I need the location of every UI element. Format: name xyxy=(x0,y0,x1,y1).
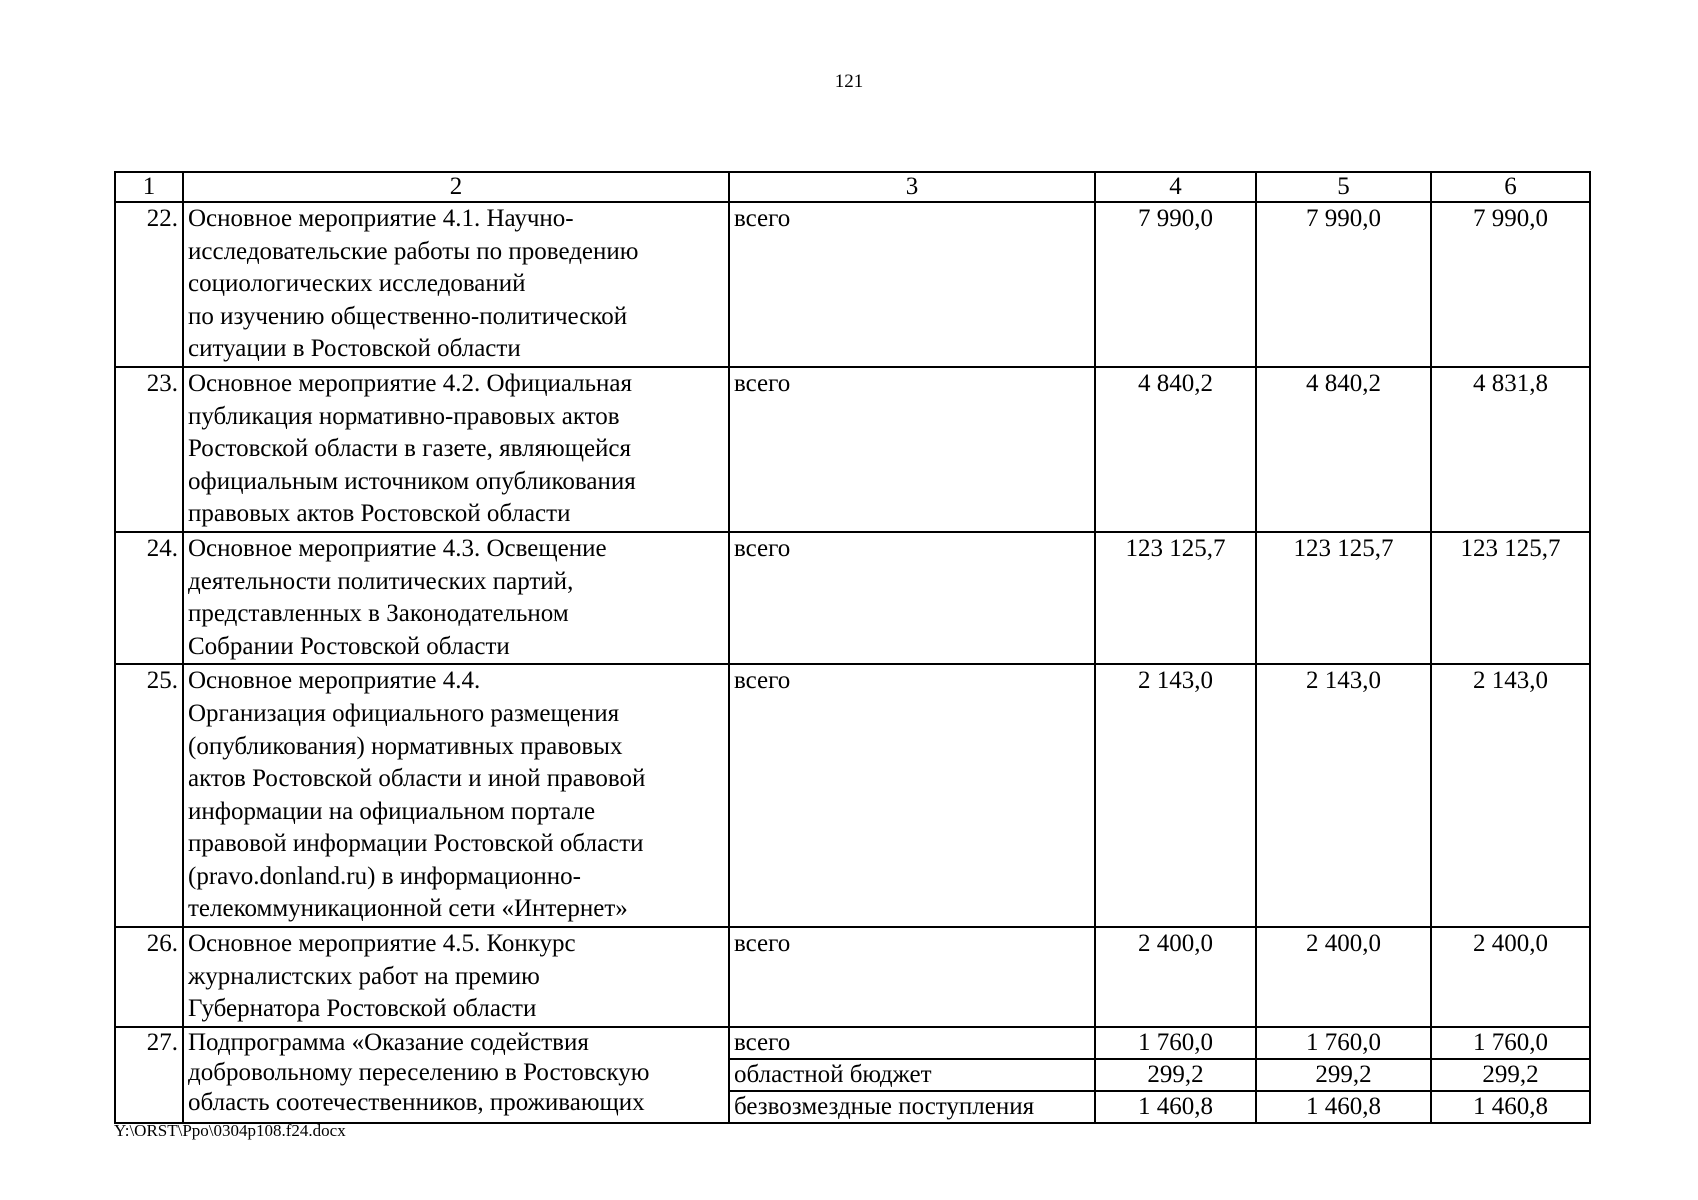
table-row xyxy=(115,1027,1590,1059)
funding-source: всего xyxy=(729,1027,1095,1059)
funding-source: безвозмездные поступления xyxy=(729,1091,1095,1123)
activity-name xyxy=(183,202,729,367)
amount-col4: 2 400,0 xyxy=(1095,927,1256,1027)
table-header-row xyxy=(115,172,1590,202)
activity-name-line: деятельности политических партий, xyxy=(188,567,574,595)
row-number: 25. xyxy=(115,664,183,927)
activity-name xyxy=(183,367,729,532)
amount-col6: 2 143,0 xyxy=(1431,664,1590,927)
column-header: 3 xyxy=(729,172,1095,202)
activity-name-line: актов Ростовской области и иной правовой xyxy=(188,765,646,793)
amount-col4: 123 125,7 xyxy=(1095,532,1256,664)
activity-name-line: информации на официальном портале xyxy=(188,797,596,825)
table-row xyxy=(115,202,1590,367)
row-number: 24. xyxy=(115,532,183,664)
funding-source: областной бюджет xyxy=(729,1059,1095,1091)
column-header: 2 xyxy=(183,172,729,202)
funding-source: всего xyxy=(729,532,1095,664)
activity-name xyxy=(183,927,729,1027)
row-number: 23. xyxy=(115,367,183,532)
activity-name-line: (опубликования) нормативных правовых xyxy=(188,732,623,760)
row-number: 27. xyxy=(115,1027,183,1123)
activity-name-line: Подпрограмма «Оказание содействия xyxy=(188,1028,589,1056)
amount-col4: 299,2 xyxy=(1095,1059,1256,1091)
activity-name-line: добровольному переселению в Ростовскую xyxy=(188,1058,650,1086)
activity-name-line: Основное мероприятие 4.1. Научно- xyxy=(188,205,574,232)
page-number: 121 xyxy=(834,71,864,92)
document-file-path: Y:\ORST\Ppo\0304p108.f24.docx xyxy=(114,1121,346,1140)
row-number: 26. xyxy=(115,927,183,1027)
activity-name xyxy=(183,1027,729,1123)
amount-col5: 7 990,0 xyxy=(1256,202,1431,367)
budget-table xyxy=(114,171,1591,1124)
activity-name-line: правовой информации Ростовской области xyxy=(188,830,644,858)
activity-name-line: официальным источником опубликования xyxy=(188,467,636,495)
activity-name-line: публикация нормативно-правовых актов xyxy=(188,402,620,430)
amount-col4: 1 460,8 xyxy=(1095,1091,1256,1123)
activity-name-line: Губернатора Ростовской области xyxy=(188,995,537,1023)
amount-col5: 2 400,0 xyxy=(1256,927,1431,1027)
funding-source: всего xyxy=(729,367,1095,532)
amount-col6: 1 460,8 xyxy=(1431,1091,1590,1123)
activity-name-line: область соотечественников, проживающих xyxy=(188,1088,645,1116)
activity-name-line: по изучению общественно-политической xyxy=(188,302,628,330)
activity-name-line: исследовательские работы по проведению xyxy=(188,237,639,265)
activity-name xyxy=(183,532,729,664)
table-row xyxy=(115,532,1590,664)
table-row xyxy=(115,927,1590,1027)
activity-name-line: социологических исследований xyxy=(188,270,526,298)
amount-col4: 1 760,0 xyxy=(1095,1027,1256,1059)
column-header: 4 xyxy=(1095,172,1256,202)
activity-name-line: Основное мероприятие 4.2. Официальная xyxy=(188,369,632,397)
amount-col6: 1 760,0 xyxy=(1431,1027,1590,1059)
activity-name-line: Основное мероприятие 4.3. Освещение xyxy=(188,534,607,562)
funding-source: всего xyxy=(729,664,1095,927)
activity-name-line: (pravo.donland.ru) в информационно- xyxy=(188,862,581,890)
funding-source: всего xyxy=(729,927,1095,1027)
amount-col6: 4 831,8 xyxy=(1431,367,1590,532)
amount-col5: 299,2 xyxy=(1256,1059,1431,1091)
activity-name-line: телекоммуникационной сети «Интернет» xyxy=(188,895,628,923)
table-row xyxy=(115,664,1590,927)
column-header: 5 xyxy=(1256,172,1431,202)
amount-col6: 2 400,0 xyxy=(1431,927,1590,1027)
activity-name-line: правовых актов Ростовской области xyxy=(188,500,571,528)
amount-col5: 1 760,0 xyxy=(1256,1027,1431,1059)
row-number: 22. xyxy=(115,202,183,367)
amount-col5: 1 460,8 xyxy=(1256,1091,1431,1123)
amount-col6: 7 990,0 xyxy=(1431,202,1590,367)
funding-source: всего xyxy=(729,202,1095,367)
activity-name-line: Организация официального размещения xyxy=(188,699,620,727)
amount-col6: 299,2 xyxy=(1431,1059,1590,1091)
amount-col6: 123 125,7 xyxy=(1431,532,1590,664)
amount-col4: 2 143,0 xyxy=(1095,664,1256,927)
amount-col5: 123 125,7 xyxy=(1256,532,1431,664)
amount-col4: 4 840,2 xyxy=(1095,367,1256,532)
activity-name-line: журналистских работ на премию xyxy=(188,962,540,990)
column-header: 6 xyxy=(1431,172,1590,202)
activity-name-line: ситуации в Ростовской области xyxy=(188,335,521,363)
table-row xyxy=(115,367,1590,532)
activity-name-line: Ростовской области в газете, являющейся xyxy=(188,435,632,463)
activity-name-line: представленных в Законодательном xyxy=(188,600,569,628)
activity-name-line: Основное мероприятие 4.4. xyxy=(188,667,481,695)
amount-col4: 7 990,0 xyxy=(1095,202,1256,367)
amount-col5: 2 143,0 xyxy=(1256,664,1431,927)
amount-col5: 4 840,2 xyxy=(1256,367,1431,532)
activity-name-line: Собрании Ростовской области xyxy=(188,632,510,660)
column-header: 1 xyxy=(115,172,183,202)
activity-name xyxy=(183,664,729,927)
activity-name-line: Основное мероприятие 4.5. Конкурс xyxy=(188,930,576,958)
